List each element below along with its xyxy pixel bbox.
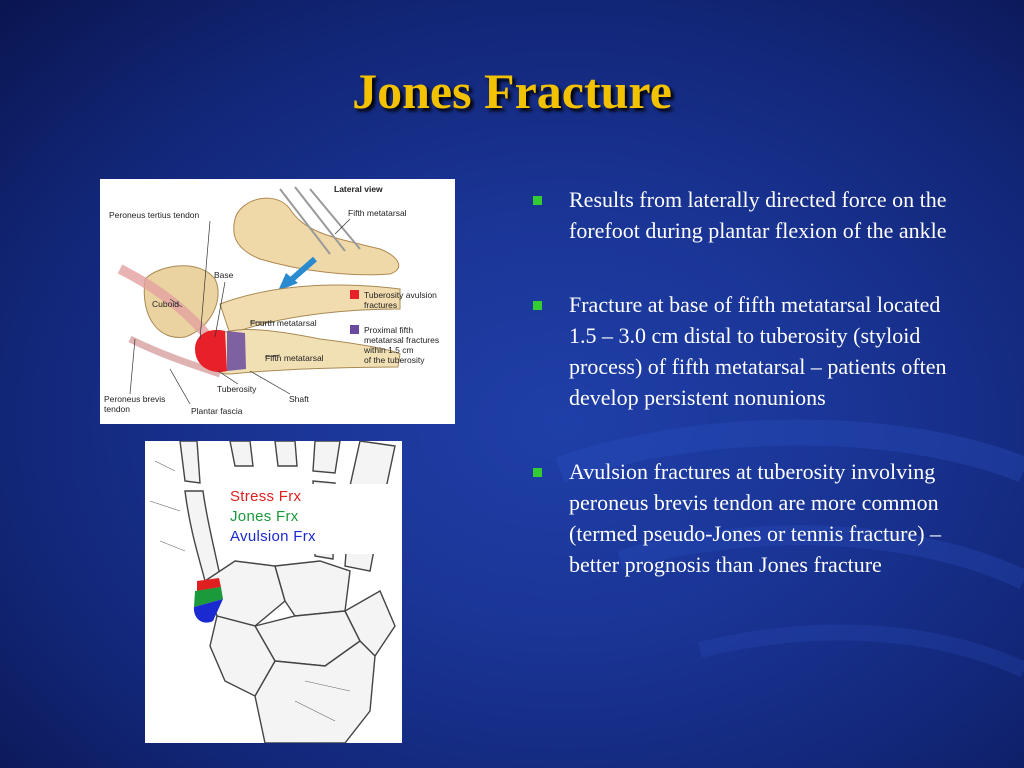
- label-fifth-metatarsal-2: Fifth metatarsal: [265, 353, 324, 363]
- label-fourth-metatarsal: Fourth metatarsal: [250, 318, 317, 328]
- bullet-text: Results from laterally directed force on the forefoot during plantar flexion of the ankle: [569, 187, 947, 243]
- label-peroneus-brevis: Peroneus brevis tendon: [104, 394, 166, 414]
- foot-xray-sketch: [145, 441, 402, 743]
- legend-jones-frx: Jones Frx: [230, 508, 299, 525]
- bullet-text: Avulsion fractures at tuberosity involving peroneus brevis tendon are more common (termed pseudo-Jones or tennis fracture) – better prognosis than Jones fracture: [569, 459, 942, 577]
- bullet-text: Fracture at base of fifth metatarsal located 1.5 – 3.0 cm distal to tuberosity (styloid process) of fifth metatarsal – patients often develop persistent nonunions: [569, 292, 947, 410]
- lateral-view-label: Lateral view: [334, 184, 383, 194]
- bullet-item: [533, 184, 973, 246]
- label-shaft: Shaft: [289, 394, 309, 404]
- key-swatch-purple: [350, 325, 359, 334]
- label-cuboid: Cuboid: [152, 299, 179, 309]
- key-text-avulsion: Tuberosity avulsion fractures: [364, 290, 437, 310]
- label-peroneus-tertius: Peroneus tertius tendon: [109, 210, 200, 220]
- slide-title: Jones Fracture: [352, 63, 672, 119]
- bullet-item: [533, 289, 973, 413]
- lateral-view-illustration: [100, 179, 455, 424]
- bullet-item: [533, 456, 973, 580]
- legend-avulsion-frx: Avulsion Frx: [230, 528, 316, 545]
- bullet-list: [533, 184, 973, 623]
- key-text-proximal: Proximal fifth metatarsal fractures within 1.5 cm of the tuberosity: [364, 325, 440, 365]
- fracture-legend: [225, 484, 401, 554]
- label-fifth-metatarsal: Fifth metatarsal: [348, 208, 407, 218]
- label-tuberosity: Tuberosity: [217, 384, 257, 394]
- legend-stress-frx: Stress Frx: [230, 488, 302, 505]
- square-bullet-icon: [533, 196, 542, 205]
- label-base: Base: [214, 270, 234, 280]
- label-plantar-fascia: Plantar fascia: [191, 406, 243, 416]
- square-bullet-icon: [533, 468, 542, 477]
- square-bullet-icon: [533, 301, 542, 310]
- key-swatch-red: [350, 290, 359, 299]
